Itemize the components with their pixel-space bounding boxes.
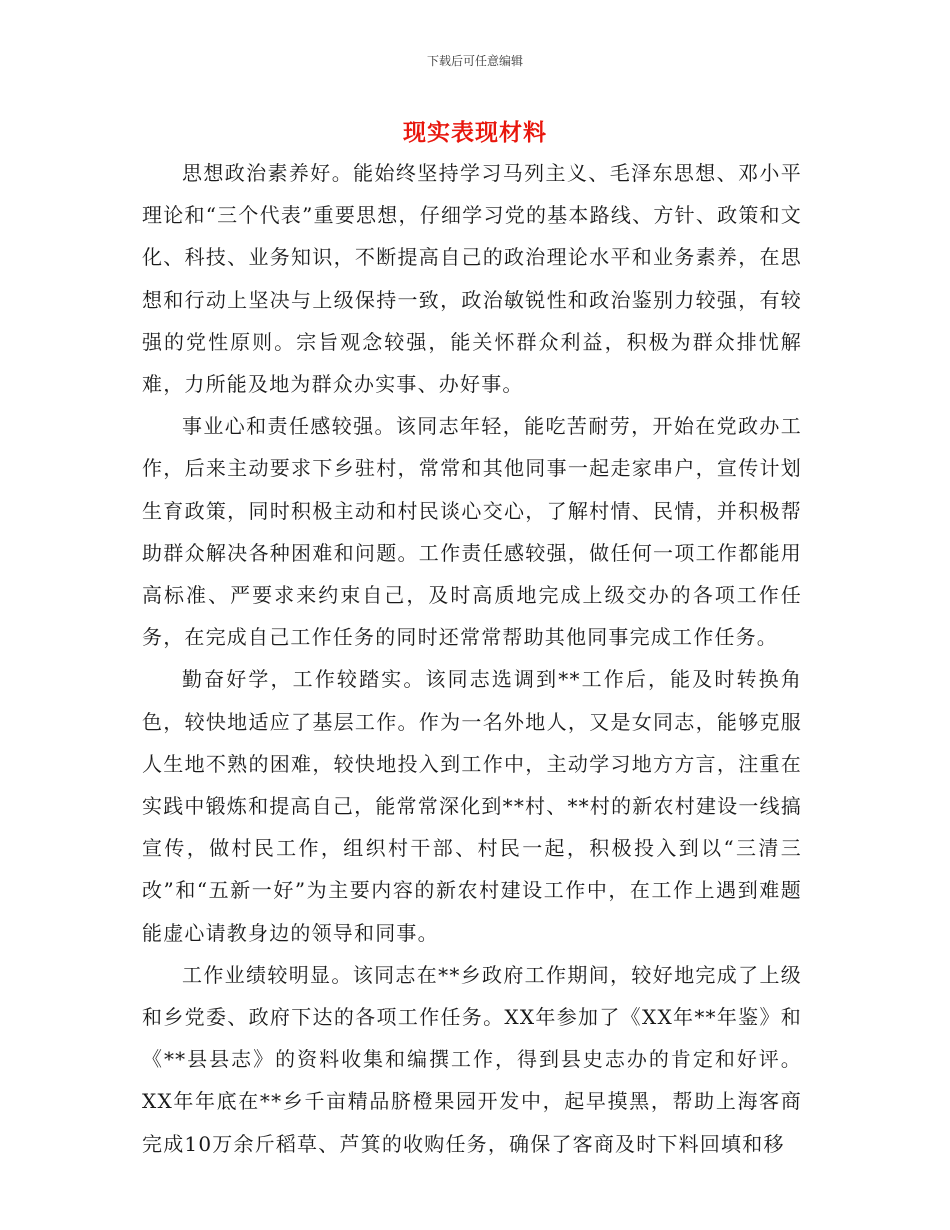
paragraph-political-quality: 思想政治素养好。能始终坚持学习马列主义、毛泽东思想、邓小平理论和“三个代表”重要思想，仔细学习党的基本路线、方针、政策和文化、科技、业务知识，不断提高自己的政治理论水平和业务素养，在思想和行动上坚决与上级保持一致，政治敏锐性和政治鉴别力较强，有较强的党性原则。宗旨观念较强，能关怀群众利益，积极为群众排忧解难，力所能及地为群众办实事、办好事。 (142, 161, 802, 397)
paragraph-achievements: 工作业绩较明显。该同志在**乡政府工作期间，较好地完成了上级和乡党委、政府下达的各项工作任务。XX年参加了《XX年**年鉴》和《**县县志》的资料收集和编撰工作，得到县史志办的肯定和好评。XX年年底在**乡千亩精品脐橙果园开发中，起早摸黑，帮助上海客商完成10万余斤稻草、芦箕的收购任务，确保了客商及时下料回填和移 (142, 962, 802, 1156)
document-title: 现实表现材料 (403, 120, 547, 146)
paragraph-diligence: 勤奋好学，工作较踏实。该同志选调到**工作后，能及时转换角色，较快地适应了基层工作。作为一名外地人，又是女同志，能够克服人生地不熟的困难，较快地投入到工作中，主动学习地方方言，注重在实践中锻炼和提高自己，能常常深化到**村、**村的新农村建设一线搞宣传，做村民工作，组织村干部、村民一起，积极投入到以“三清三改”和“五新一好”为主要内容的新农村建设工作中，在工作上遇到难题能虚心请教身边的领导和同事。 (142, 667, 802, 945)
document-body (142, 152, 802, 1165)
page-header-note: 下载后可任意编辑 (426, 54, 523, 68)
paragraph-responsibility: 事业心和责任感较强。该同志年轻，能吃苦耐劳，开始在党政办工作，后来主动要求下乡驻村，常常和其他同事一起走家串户，宣传计划生育政策，同时积极主动和村民谈心交心，了解村情、民情，并积极帮助群众解决各种困难和问题。工作责任感较强，做任何一项工作都能用高标准、严要求来约束自己，及时高质地完成上级交办的各项工作任务，在完成自己工作任务的同时还常常帮助其他同事完成工作任务。 (142, 414, 802, 650)
